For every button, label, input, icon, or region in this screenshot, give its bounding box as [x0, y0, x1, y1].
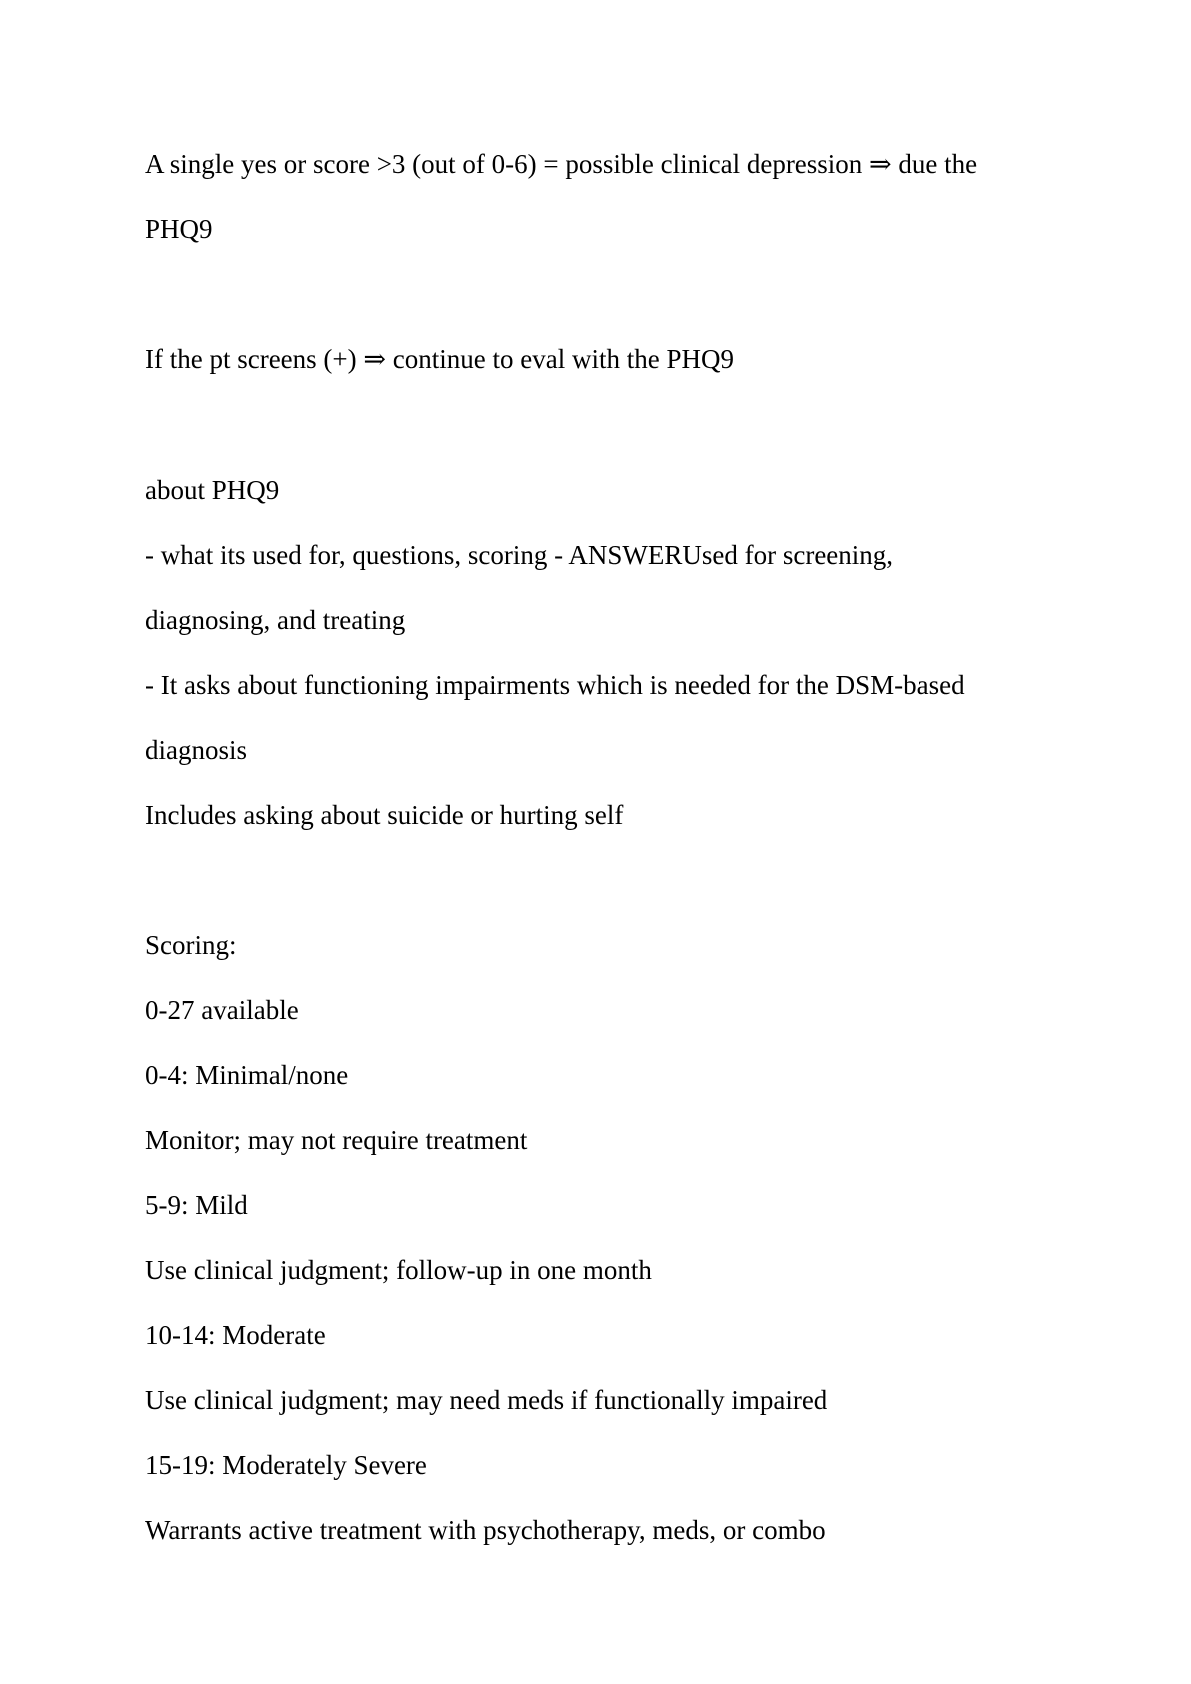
score-description: Use clinical judgment; follow-up in one month	[145, 1255, 652, 1285]
text-line: PHQ9	[145, 214, 213, 244]
section-heading: Scoring:	[145, 930, 237, 960]
text-line: - what its used for, questions, scoring - ANSWERUsed for screening,	[145, 540, 894, 570]
text-line: - It asks about functioning impairments which is needed for the DSM-based	[145, 670, 965, 700]
text-line: If the pt screens (+) ⇒ continue to eval with the PHQ9	[145, 344, 734, 374]
text-line: 0-27 available	[145, 995, 299, 1025]
text-line: diagnosis	[145, 735, 248, 765]
text-line: diagnosing, and treating	[145, 605, 406, 635]
score-description: Monitor; may not require treatment	[145, 1125, 528, 1155]
score-description: Warrants active treatment with psychotherapy, meds, or combo	[145, 1515, 826, 1545]
score-range: 10-14: Moderate	[145, 1320, 326, 1350]
text-line: Includes asking about suicide or hurting self	[145, 800, 624, 830]
score-description: Use clinical judgment; may need meds if functionally impaired	[145, 1385, 828, 1415]
score-range: 15-19: Moderately Severe	[145, 1450, 427, 1480]
score-range: 5-9: Mild	[145, 1190, 248, 1220]
score-range: 0-4: Minimal/none	[145, 1060, 349, 1090]
section-heading: about PHQ9	[145, 475, 280, 505]
text-line: A single yes or score >3 (out of 0-6) = possible clinical depression ⇒ due the	[145, 149, 978, 179]
